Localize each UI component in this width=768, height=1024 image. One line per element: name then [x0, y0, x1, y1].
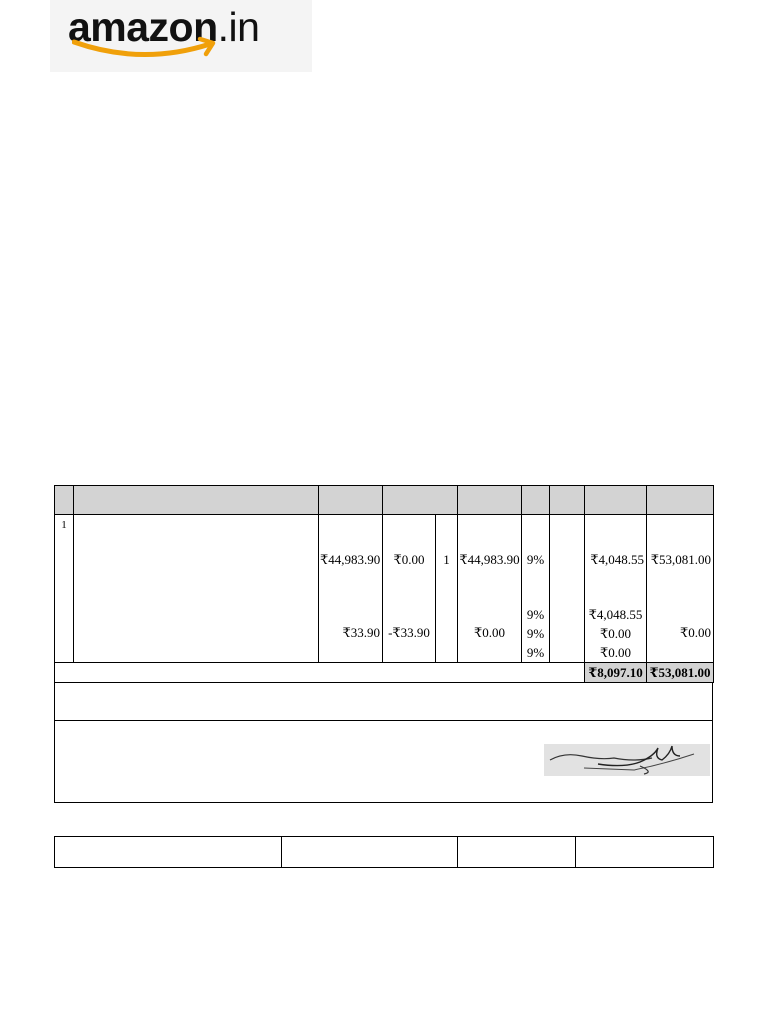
quantity	[436, 605, 458, 663]
bottom-cell	[282, 837, 458, 868]
discount: ₹0.00	[383, 515, 436, 605]
item-description	[74, 515, 319, 605]
header-description	[74, 486, 319, 515]
tax-rate: 9%	[526, 625, 545, 641]
header-discount-qty	[383, 486, 458, 515]
quantity: 1	[436, 515, 458, 605]
tax-type	[550, 605, 585, 663]
smile-arrow-icon	[72, 34, 222, 64]
tax-rate: 9%	[522, 515, 550, 605]
unit-price: ₹44,983.90	[319, 515, 383, 605]
total-invoice-amount: ₹53,081.00	[647, 663, 714, 683]
total-amount: ₹0.00	[647, 605, 714, 663]
sl-no: 1	[55, 515, 74, 663]
tax-type	[550, 515, 585, 605]
bottom-cell	[458, 837, 576, 868]
bottom-info-row	[55, 837, 714, 868]
item-description	[74, 605, 319, 663]
table-header-row	[55, 486, 714, 515]
header-sl-no	[55, 486, 74, 515]
tax-amount: ₹0.00	[599, 644, 632, 660]
header-net-amount	[458, 486, 522, 515]
tax-amount-list	[585, 605, 647, 663]
tax-amount: ₹4,048.55	[588, 606, 643, 622]
tax-rate: 9%	[526, 606, 545, 622]
amount-in-words-box	[54, 682, 713, 721]
net-amount: ₹0.00	[458, 605, 522, 663]
tax-rate-list	[522, 605, 550, 663]
tax-amount: ₹4,048.55	[585, 515, 647, 605]
bottom-cell	[55, 837, 282, 868]
net-amount: ₹44,983.90	[458, 515, 522, 605]
discount: -₹33.90	[383, 605, 436, 663]
header-tax-amount	[585, 486, 647, 515]
total-label	[55, 663, 585, 683]
bottom-info-table	[54, 836, 714, 868]
header-unit-price	[319, 486, 383, 515]
amazon-logo: amazon.in	[68, 4, 260, 50]
total-row	[55, 663, 714, 683]
logo-banner	[50, 0, 312, 72]
table-row	[55, 605, 714, 663]
header-tax-rate	[522, 486, 550, 515]
header-total-amount	[647, 486, 714, 515]
total-tax-amount: ₹8,097.10	[585, 663, 647, 683]
signature-image	[544, 744, 710, 776]
header-tax-type	[550, 486, 585, 515]
table-row	[55, 515, 714, 605]
tax-amount: ₹0.00	[599, 625, 632, 641]
unit-price: ₹33.90	[319, 605, 383, 663]
tax-rate: 9%	[526, 644, 545, 660]
bottom-cell	[576, 837, 714, 868]
total-amount: ₹53,081.00	[647, 515, 714, 605]
invoice-items-table	[54, 485, 714, 683]
